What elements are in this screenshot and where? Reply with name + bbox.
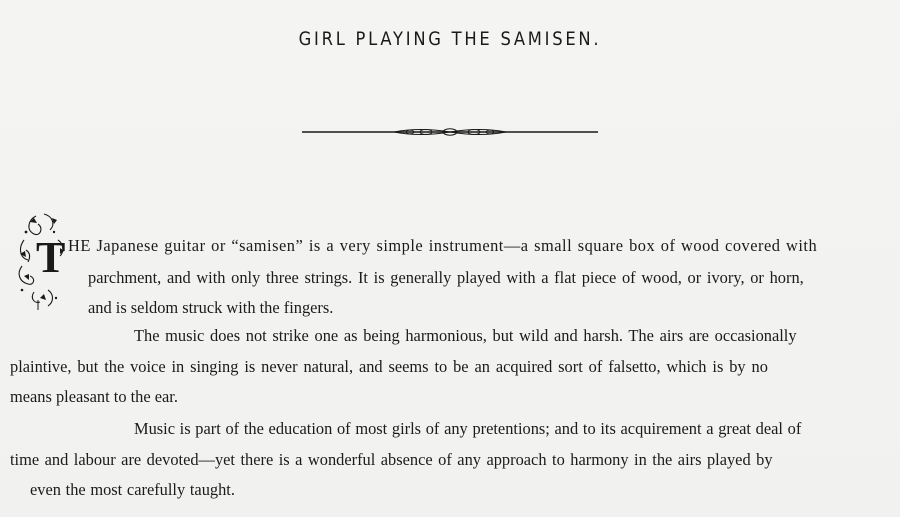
paragraph-3-line-2: time and labour are devoted—yet there is a wonderful absence of any approach to harmony in the airs played by <box>10 450 773 469</box>
dropcap-letter: T <box>36 233 66 282</box>
paragraph-2-line-3: means pleasant to the ear. <box>10 387 178 406</box>
paragraph-2-line-2: plaintive, but the voice in singing is never natural, and seems to be an acquired sort of falsetto, which is by no <box>10 357 768 376</box>
paragraph-1-line-2: parchment, and with only three strings. It is generally played with a flat piece of wood, or ivory, or horn, <box>88 268 804 287</box>
page-title: GIRL PLAYING THE SAMISEN. <box>298 28 602 50</box>
decorated-dropcap <box>14 210 74 310</box>
paragraph-2-line-1: The music does not strike one as being harmonious, but wild and harsh. The airs are occasionally <box>134 326 797 345</box>
paragraph-3-line-3: even the most carefully taught. <box>30 480 235 499</box>
paragraph-1-line-1-text: HE Japanese guitar or “samisen” is a very simple instrument—a small square box of wood covered with <box>68 236 818 255</box>
paragraph-1-line-3: and is seldom struck with the fingers. <box>88 298 334 317</box>
paragraph-3-line-1: Music is part of the education of most girls of any pretentions; and to its acquirement a great deal of <box>134 419 802 438</box>
paragraph-1-line-1 <box>68 236 817 256</box>
ornamental-divider <box>302 124 598 140</box>
